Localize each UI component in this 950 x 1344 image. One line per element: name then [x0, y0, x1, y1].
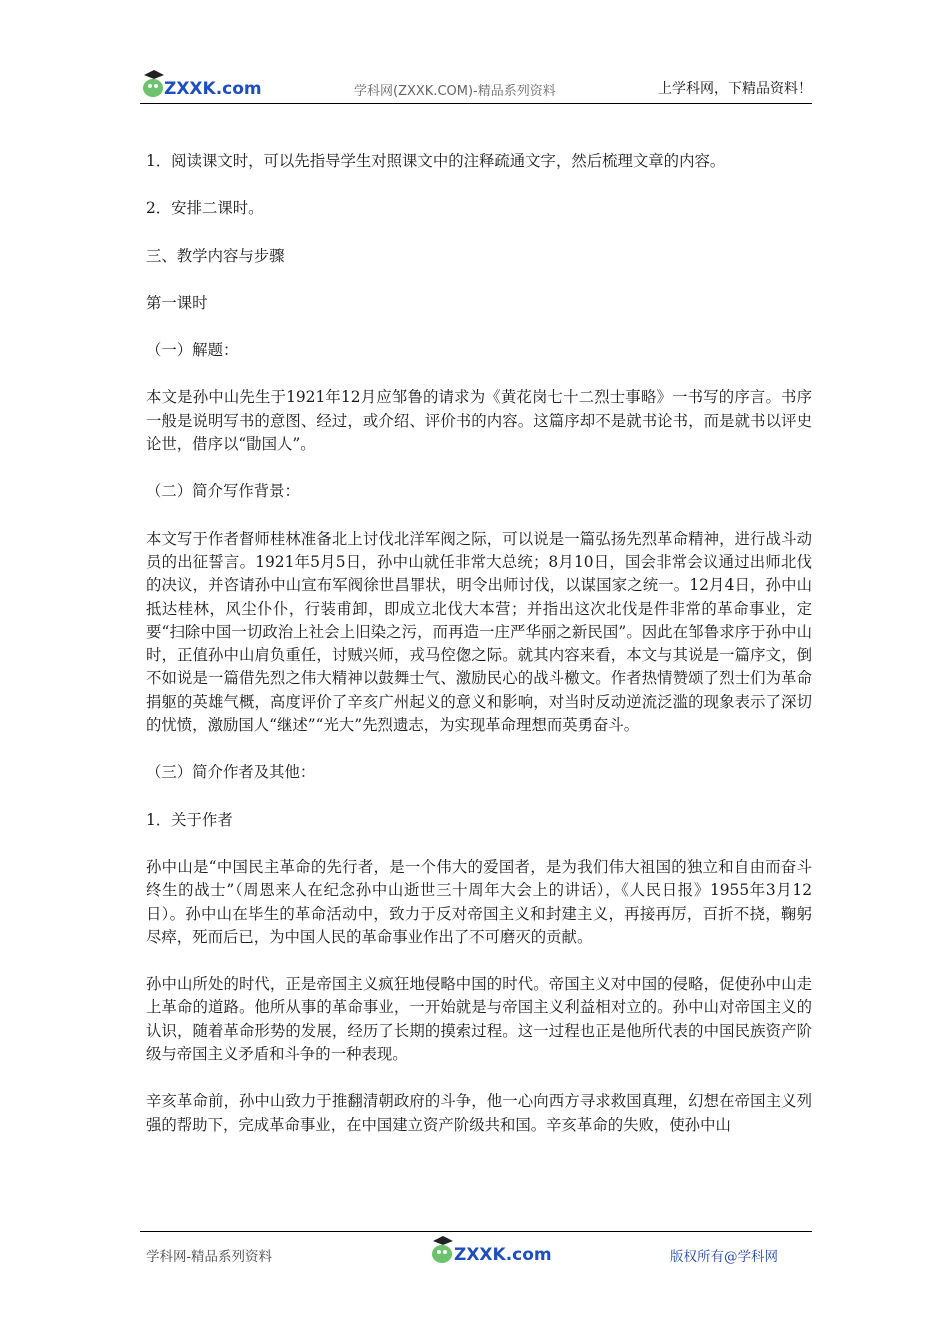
page-header [140, 64, 812, 104]
paragraph: 孙中山所处的时代，正是帝国主义疯狂地侵略中国的时代。帝国主义对中国的侵略，促使孙中山走上革命的道路。他所从事的革命事业，一开始就是与帝国主义利益相对立的。孙中山对帝国主义的认识，随着革命形势的发展，经历了长期的摸索过程。这一过程也正是他所代表的中国民族资产阶级与帝国主义矛盾和斗争的一种表现。 [146, 975, 812, 1064]
paragraph: 本文写于作者督师桂林准备北上讨伐北洋军阀之际，可以说是一篇弘扬先烈革命精神，进行战斗动员的出征誓言。1921年5月5日，孙中山就任非常大总统；8月10日，国会非常会议通过出师北伐的决议，并咨请孙中山宣布军阀徐世昌罪状，明令出师讨伐，以谋国家之统一。12月4日，孙中山抵达桂林，风尘仆仆，行装甫卸，即成立北伐大本营；并指出这次北伐是件非常的革命事业，定要“扫除中国一切政治上社会上旧染之污，而再造一庄严华丽之新民国”。因此在邹鲁求序于孙中山时，正值孙中山肩负重任，讨贼兴师，戎马倥偬之际。就其内容来看，本文与其说是一篇序文，倒不如说是一篇借先烈之伟大精神以鼓舞士气、激励民心的战斗檄文。作者热情赞颂了烈士们为革命捐躯的英雄气概，高度评价了辛亥广州起义的意义和影响，对当时反动逆流泛滥的现象表示了深切的忧愤，激励国人“继述”“光大”先烈遗志，为实现革命理想而英勇奋斗。 [146, 529, 812, 735]
lesson-heading: 第一课时 [146, 293, 208, 312]
zxxk-footer-logo [430, 1234, 552, 1266]
paragraph: 1．关于作者 [146, 810, 233, 829]
paragraph: 本文是孙中山先生于1921年12月应邹鲁的请求为《黄花岗七十二烈士事略》一书写的序言。书序一般是说明写书的意图、经过，或介绍、评价书的内容。这篇序却不是就书论书，而是就书以评史论世，借序以“勖国人”。 [146, 388, 812, 454]
zxxk-logo [140, 66, 262, 100]
paragraph: 2．安排二课时。 [146, 199, 264, 218]
header-divider [140, 103, 812, 104]
subsection-heading: （二）简介写作背景： [146, 482, 300, 501]
svg-text:ZXXK.com: ZXXK.com [164, 79, 262, 99]
section-heading: 三、教学内容与步骤 [146, 246, 285, 265]
subsection-heading: （一）解题： [146, 341, 239, 360]
footer-copyright-link[interactable]: 版权所有@学科网 [670, 1249, 778, 1265]
svg-text:ZXXK.com: ZXXK.com [454, 1245, 552, 1265]
paragraph: 孙中山是“中国民主革命的先行者，是一个伟大的爱国者，是为我们伟大祖国的独立和自由而奋斗终生的战士”（周恩来人在纪念孙中山逝世三十周年大会上的讲话），《人民日报》1955年3月12日）。孙中山在毕生的革命活动中，致力于反对帝国主义和封建主义，再接再厉，百折不挠，鞠躬尽瘁，死而后已，为中国人民的革命事业作出了不可磨灭的贡献。 [146, 857, 812, 946]
subsection-heading: （三）简介作者及其他： [146, 763, 316, 782]
paragraph: 1．阅读课文时，可以先指导学生对照课文中的注释疏通文字，然后梳理文章的内容。 [146, 152, 726, 170]
header-slogan: 上学科网，下精品资料！ [658, 81, 812, 97]
header-site-title: 学科网(ZXXK.COM)-精品系列资料 [354, 84, 556, 99]
footer-divider [140, 1231, 812, 1232]
paragraph: 辛亥革命前，孙中山致力于推翻清朝政府的斗争，他一心向西方寻求救国真理，幻想在帝国主义列强的帮助下，完成革命事业，在中国建立资产阶级共和国。辛亥革命的失败，使孙中山 [146, 1092, 812, 1134]
document-body [146, 150, 812, 1161]
footer-site-name: 学科网-精品系列资料 [146, 1249, 273, 1265]
